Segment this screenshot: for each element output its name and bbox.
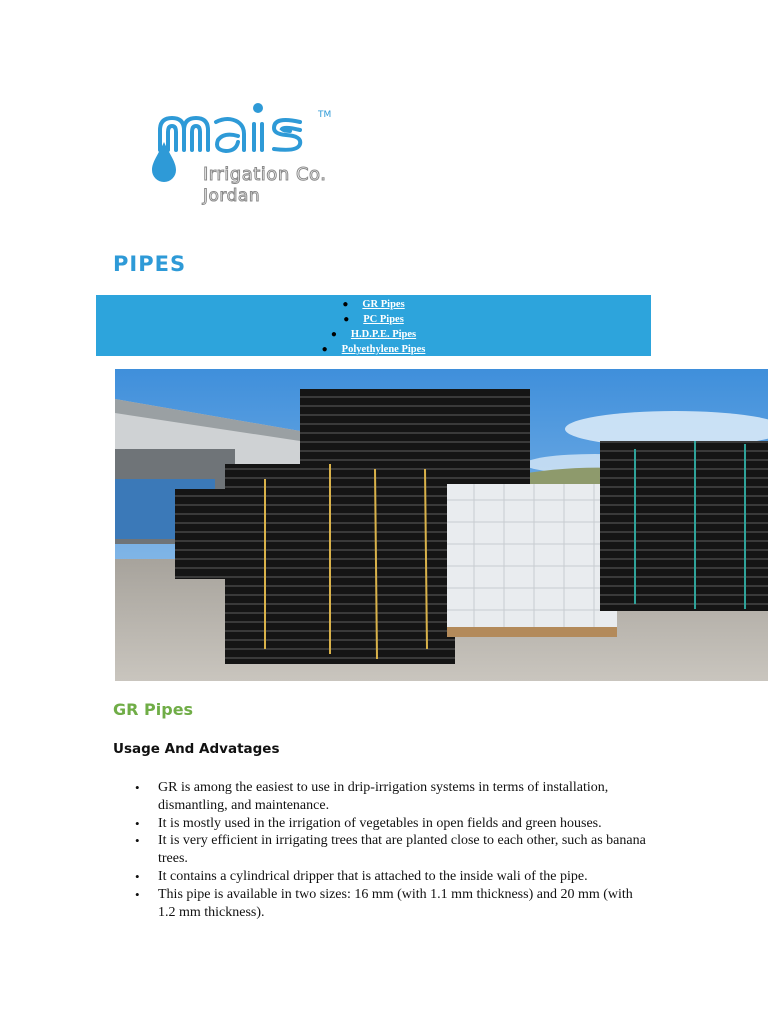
nav-item-pc-pipes (96, 312, 651, 327)
list-item: • It is mostly used in the irrigation of vegetables in open fields and green houses. (113, 815, 653, 833)
logo-country: Jordan (203, 186, 261, 206)
svg-text:TM: TM (318, 110, 332, 120)
logo-tagline: Irrigation Co. (203, 164, 327, 185)
link-gr-pipes[interactable]: GR Pipes (362, 299, 405, 310)
bullet-icon: ● (342, 299, 349, 310)
link-polyethylene-pipes[interactable]: Polyethylene Pipes (341, 344, 426, 355)
link-pc-pipes[interactable]: PC Pipes (363, 314, 404, 325)
benefits-list (113, 779, 653, 921)
list-item: • GR is among the easiest to use in drip-irrigation systems in terms of installation, dismantling, and maintenance. (113, 779, 653, 815)
list-item: • This pipe is available in two sizes: 16 mm (with 1.1 mm thickness) and 20 mm (with 1.2 mm thickness). (113, 886, 653, 922)
pipe-coils-photo (115, 369, 768, 681)
nav-item-gr-pipes (96, 297, 651, 312)
link-hdpe-pipes[interactable]: H.D.P.E. Pipes (350, 329, 417, 340)
list-item: • It contains a cylindrical dripper that is attached to the inside wali of the pipe. (113, 868, 653, 886)
nav-item-hdpe-pipes (96, 327, 651, 342)
pipe-types-nav (96, 295, 651, 356)
section-title: GR Pipes (113, 700, 194, 719)
bullet-icon: ● (321, 344, 328, 355)
page-title: PIPES (113, 252, 187, 276)
nav-item-polyethylene-pipes (96, 342, 651, 357)
bullet-icon: ● (330, 329, 337, 340)
bullet-icon: ● (343, 314, 350, 325)
list-item: • It is very efficient in irrigating trees that are planted close to each other, such as banana trees. (113, 832, 653, 868)
company-logo (150, 100, 370, 215)
section-subtitle: Usage And Advatages (113, 741, 280, 757)
